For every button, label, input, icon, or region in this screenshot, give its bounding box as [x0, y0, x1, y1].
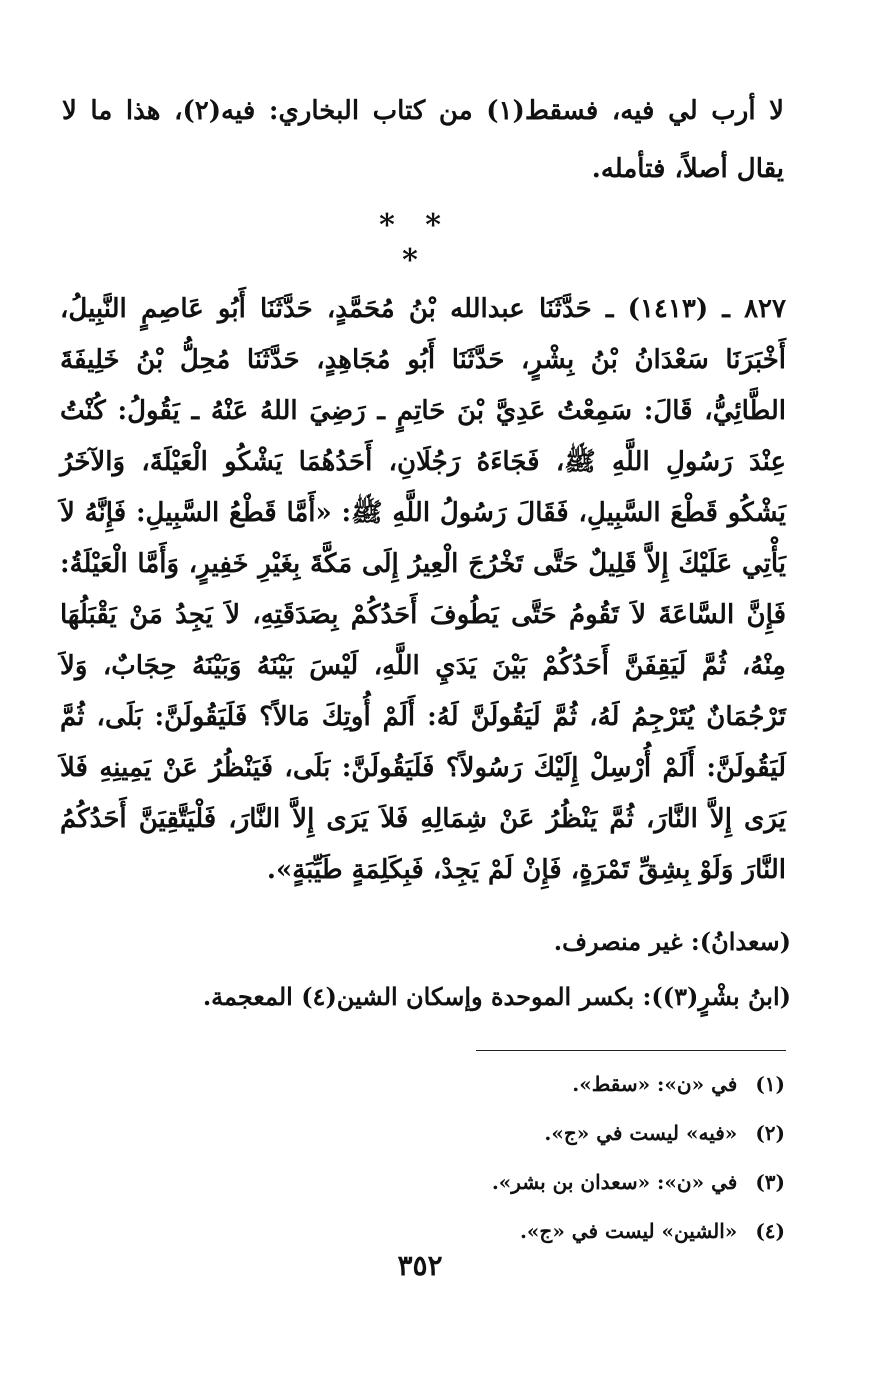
footnote-3 — [265, 1158, 785, 1207]
footnote-number: (١) — [755, 1072, 785, 1096]
footnote-text: في «ن»: «سعدان بن بشر». — [491, 1170, 738, 1194]
page-number: ٣٥٢ — [397, 1249, 443, 1282]
footnote-4 — [265, 1207, 785, 1256]
footnote-text: في «ن»: «سقط». — [572, 1072, 738, 1096]
footnote-number: (٣) — [755, 1170, 785, 1194]
commentary-note-1: (سعدانُ): غير منصرف. — [553, 927, 791, 956]
footnotes — [265, 1060, 785, 1256]
footnote-number: (٢) — [755, 1121, 785, 1145]
footnote-text: «الشين» ليست في «ج». — [519, 1219, 738, 1243]
footnote-2 — [265, 1109, 785, 1158]
commentary-note-2: (ابنُ بشْرٍ(٣)): بكسر الموحدة وإسكان الشين(٤) المعجمة. — [202, 982, 791, 1011]
hadith-paragraph: ٨٢٧ ـ (١٤١٣) ـ حَدَّثَنَا عبدالله بْنُ مُحَمَّدٍ، حَدَّثَنَا أَبُو عَاصِمٍ النَّبِيلُ، أَخْبَرَنَا سَعْدَانُ بْنُ بِشْرٍ، حَدَّثَنَا أَبُو مُجَاهِدٍ، حَدَّثَنَا مُحِلُّ بْنُ خَلِيفَةَ الطَّائِيُّ، قَالَ: سَمِعْتُ عَدِيَّ بْنَ حَاتِمٍ ـ رَضِيَ اللهُ عَنْهُ ـ يَقُولُ: كُنْتُ عِنْدَ رَسُولِ اللَّهِ ﷺ، فَجَاءَهُ رَجُلَانِ، أَحَدُهُمَا يَشْكُو الْعَيْلَةَ، وَالآخَرُ يَشْكُو قَطْعَ السَّبِيلِ، فَقَالَ رَسُولُ اللَّهِ ﷺ: «أَمَّا قَطْعُ السَّبِيلِ: فَإِنَّهُ لاَ يَأْتِي عَلَيْكَ إِلاَّ قَلِيلٌ حَتَّى تَخْرُجَ الْعِيرُ إِلَى مَكَّةَ بِغَيْرِ خَفِيرٍ، وَأَمَّا الْعَيْلَةُ: فَإِنَّ السَّاعَةَ لاَ تَقُومُ حَتَّى يَطُوفَ أَحَدُكُمْ بِصَدَقَتِهِ، لاَ يَجِدُ مَنْ يَقْبَلُهَا مِنْهُ، ثُمَّ لَيَقِفَنَّ أَحَدُكُمْ بَيْنَ يَدَيِ اللَّهِ، لَيْسَ بَيْنَهُ وَبَيْنَهُ حِجَابٌ، وَلاَ تَرْجُمَانٌ يُتَرْجِمُ لَهُ، ثُمَّ لَيَقُولَنَّ لَهُ: أَلَمْ أُوتِكَ مَالاً؟ فَلَيَقُولَنَّ: بَلَى، ثُمَّ لَيَقُولَنَّ: أَلَمْ أُرْسِلْ إِلَيْكَ رَسُولاً؟ فَلَيَقُولَنَّ: بَلَى، فَيَنْظُرُ عَنْ يَمِينِهِ فَلاَ يَرَى إِلاَّ النَّارَ، ثُمَّ يَنْظُرُ عَنْ شِمَالِهِ فَلاَ يَرَى إِلاَّ النَّارَ، فَلْيَتَّقِيَنَّ أَحَدُكُمُ النَّارَ وَلَوْ بِشِقِّ تَمْرَةٍ، فَإِنْ لَمْ يَجِدْ، فَبِكَلِمَةٍ طَيِّبَةٍ». — [60, 294, 787, 885]
intro-paragraph: لا أرب لي فيه، فسقط(١) من كتاب البخاري: فيه(٢)، هذا ما لا يقال أصلاً، فتأمله. — [62, 96, 784, 184]
footnote-number: (٤) — [755, 1219, 785, 1243]
footnote-text: «فيه» ليست في «ج». — [544, 1121, 738, 1145]
footnote-divider — [476, 1050, 786, 1051]
footnote-1 — [265, 1060, 785, 1109]
section-separator: * * * — [379, 208, 451, 278]
commentary-notes — [141, 914, 791, 1024]
